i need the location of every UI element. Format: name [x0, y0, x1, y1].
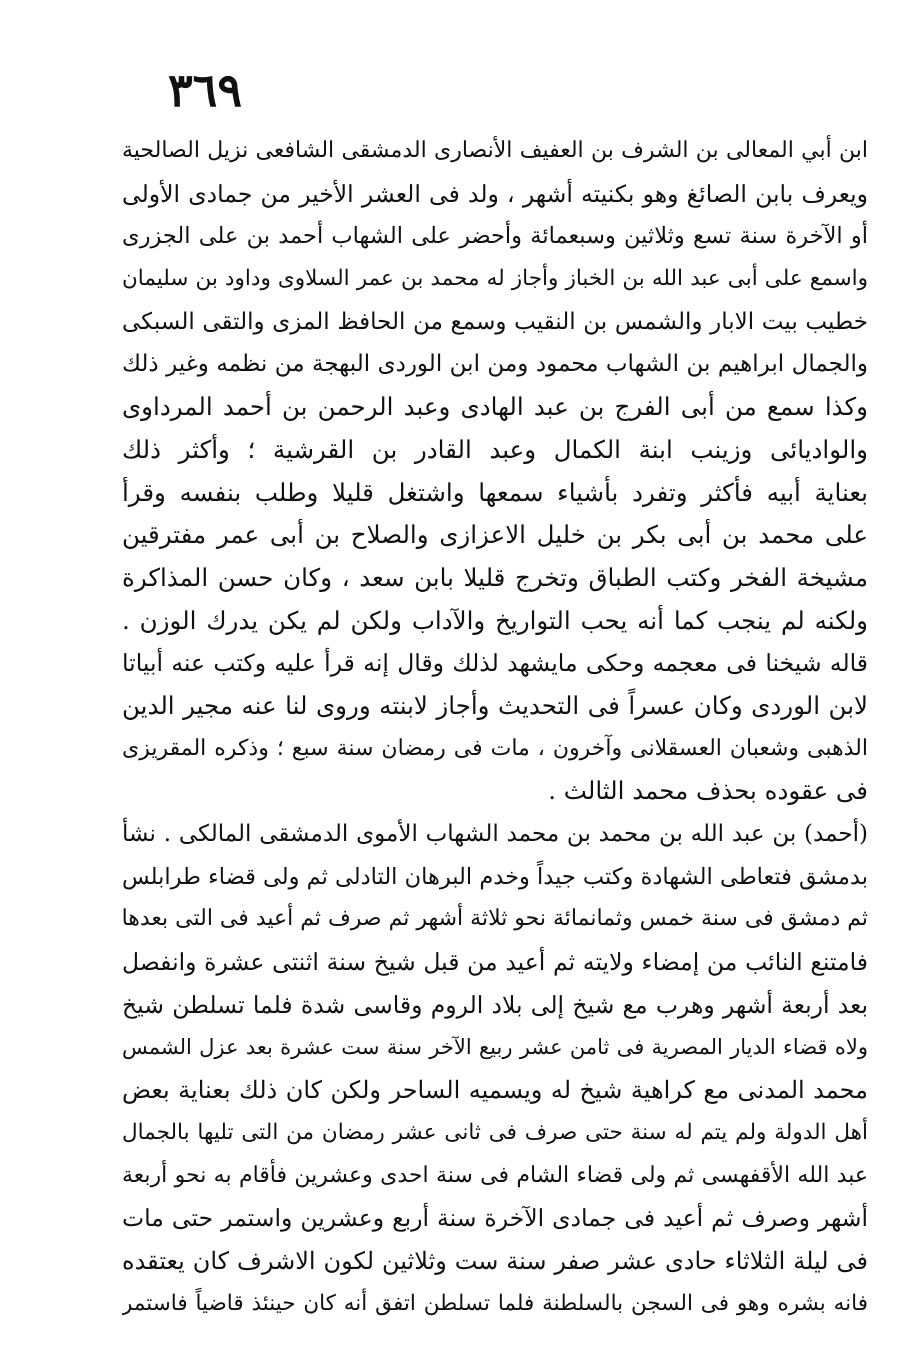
text-line: فامتنع النائب من إمضاء ولايته ثم أعيد من قبل شيخ سنة اثنتى عشرة وانفصل — [122, 948, 868, 977]
text-line: ويعرف بابن الصائغ وهو بكنيته أشهر ، ولد فى العشر الأخير من جمادى الأولى — [122, 179, 868, 208]
text-line: والواديائى وزينب ابنة الكمال وعبد القادر بن القرشية ؛ وأكثر ذلك — [122, 434, 868, 464]
text-line-entry-start: (أحمد) بن عبد الله بن محمد بن محمد الشهاب الأموى الدمشقى المالكى . نشأ — [122, 821, 868, 847]
text-line: ولاه قضاء الديار المصرية فى ثامن عشر ربيع الآخر سنة ست عشرة بعد عزل الشمس — [122, 1035, 868, 1060]
text-line: قاله شيخنا فى معجمه وحكى مايشهد لذلك وقال إنه قرأ عليه وكتب عنه أبياتا — [122, 649, 868, 678]
text-line: الذهبى وشعبان العسقلانى وآخرون ، مات فى رمضان سنة سبع ؛ وذكره المقريزى — [122, 735, 868, 761]
text-line: عبد الله الأقفهسى ثم ولى قضاء الشام فى سنة احدى وعشرين فأقام به نحو أربعة — [122, 1162, 868, 1188]
text-line: مشيخة الفخر وكتب الطباق وتخرج قليلا بابن سعد ، وكان حسن المذاكرة — [122, 562, 868, 592]
body-text — [122, 130, 868, 1325]
text-line: على محمد بن أبى بكر بن خليل الاعزازى والصلاح بن أبى عمر مفترقين — [122, 520, 868, 550]
text-line: أشهر وصرف ثم أعيد فى جمادى الآخرة سنة أربع وعشرين واستمر حتى مات — [122, 1204, 868, 1233]
text-line: ولكنه لم ينجب كما أنه يحب التواريخ والآداب ولكن لم يكن يدرك الوزن . — [122, 605, 868, 635]
text-line: أهل الدولة ولم يتم له سنة حتى صرف فى ثانى عشر رمضان من التى تليها بالجمال — [122, 1119, 868, 1145]
text-line: محمد المدنى مع كراهية شيخ له ويسميه الساحر ولكن كان ذلك بعناية بعض — [122, 1076, 868, 1105]
text-line: لابن الوردى وكان عسراً فى التحديث وأجاز لابنته وروى لنا عنه مجير الدين — [122, 690, 868, 720]
text-line: بعناية أبيه فأكثر وتفرد بأشياء سمعها واشتغل قليلا وطلب بنفسه وقرأ — [122, 477, 868, 507]
text-line: واسمع على أبى عبد الله بن الخباز وأجاز له محمد بن عمر السلاوى وداود بن سليمان — [122, 266, 868, 292]
text-line: أو الآخرة سنة تسع وثلاثين وسبعمائة وأحضر على الشهاب أحمد بن على الجزرى — [122, 223, 868, 250]
text-line: وكذا سمع من أبى الفرج بن عبد الهادى وعبد الرحمن بن أحمد المرداوى — [122, 392, 868, 422]
text-line: خطيب بيت الابار والشمس بن النقيب وسمع من الحافظ المزى والتقى السبكى — [122, 308, 868, 335]
text-line: والجمال ابراهيم بن الشهاب محمود ومن ابن الوردى البهجة من نظمه وغير ذلك — [122, 351, 868, 378]
page-number: ٣٦٩ — [167, 63, 243, 117]
text-line: بعد أربعة أشهر وهرب مع شيخ إلى بلاد الروم وقاسى شدة فلما تسلطن شيخ — [122, 990, 868, 1019]
text-line: فانه بشره وهو فى السجن بالسلطنة فلما تسلطن اتفق أنه كان حينئذ قاضياً فاستمر — [122, 1290, 868, 1316]
text-line: بدمشق فتعاطى الشهادة وكتب جيداً وخدم البرهان التادلى ثم ولى قضاء طرابلس — [122, 863, 868, 890]
text-line: فى ليلة الثلاثاء حادى عشر صفر سنة ست وثلاثين لكون الاشرف كان يعتقده — [122, 1246, 868, 1275]
text-line: ثم دمشق فى سنة خمس وثمانمائة نحو ثلاثة أشهر ثم صرف ثم أعيد فى التى بعدها — [122, 906, 868, 932]
text-line-paragraph-end: فى عقوده بحذف محمد الثالث . — [548, 776, 868, 806]
text-line: ابن أبي المعالى بن الشرف بن العفيف الأنصارى الدمشقى الشافعى نزيل الصالحية — [122, 138, 868, 163]
